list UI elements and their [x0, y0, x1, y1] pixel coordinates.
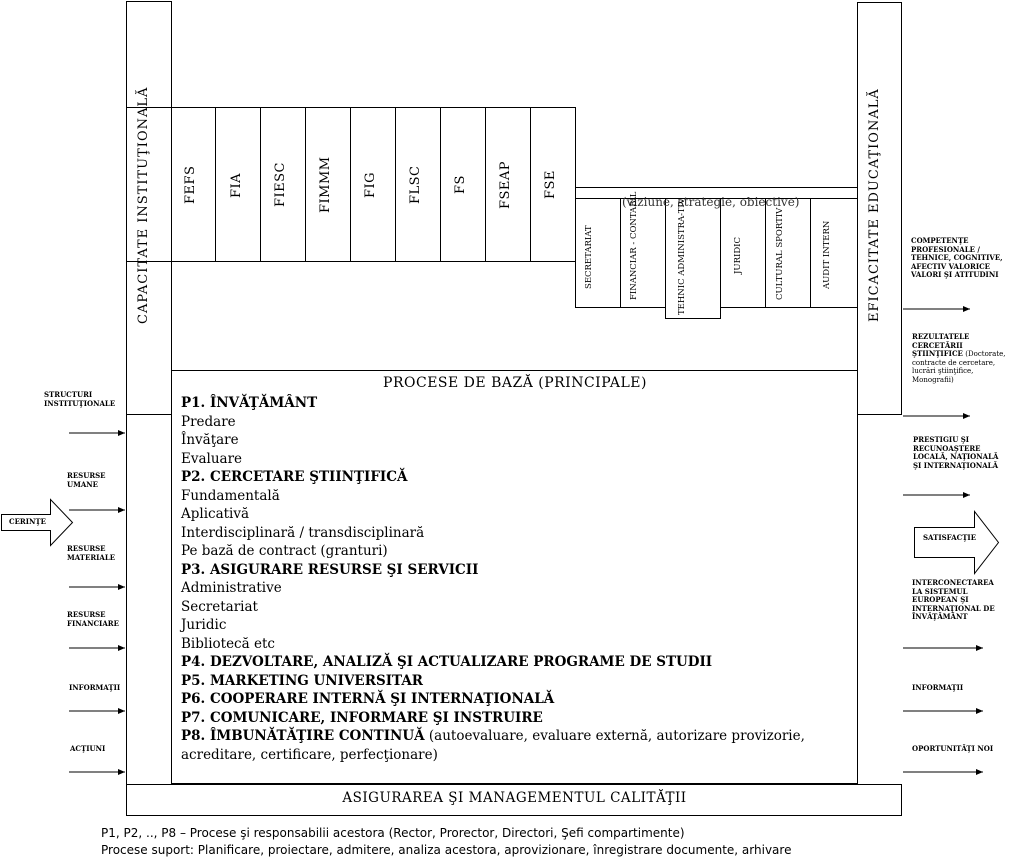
input-resurse-umane: RESURSE UMANE: [67, 471, 106, 489]
service-cultural-sportiv: CULTURAL SPORTIV: [775, 207, 785, 300]
process-p2: P2. CERCETARE ŞTIINŢIFICĂ: [181, 469, 408, 485]
output-prestigiu: PRESTIGIU ŞI RECUNOAŞTERE LOCALĂ, NAŢIONALĂ ŞI INTERNAŢIONALĂ: [913, 435, 999, 470]
right-column-label: EFICACITATE EDUCAŢIONALĂ: [867, 88, 882, 322]
output-competente: COMPETENŢE PROFESIONALE / TEHNICE, COGNITIVE, AFECTIV VALORICE VALORI ŞI ATITUDINI: [911, 236, 1003, 279]
faculty-fseap: FSEAP: [498, 160, 513, 210]
service-tehnic-administrativ: TEHNIC ADMINISTRA-TIV: [677, 198, 687, 315]
faculty-fia: FIA: [229, 172, 244, 198]
output-rezultate: [912, 333, 1007, 384]
process-p6: P6. COOPERARE INTERNĂ ŞI INTERNAŢIONALĂ: [181, 691, 555, 707]
input-structuri: STRUCTURI INSTITUŢIONALE: [44, 390, 116, 408]
process-p8: P8. ÎMBUNĂTĂŢIRE CONTINUĂ: [181, 728, 425, 744]
faculty-fiesc: FIESC: [273, 162, 288, 208]
process-p8-detail: (autoevaluare, evaluare externă, autorizare provizorie, acreditare, certificare, perfecţionare): [181, 728, 805, 763]
input-resurse-materiale: RESURSE MATERIALE: [67, 544, 116, 562]
output-rezultate-title: REZULTATELE CERCETĂRII ŞTIINŢIFICE: [912, 332, 970, 358]
footnote-processes: P1, P2, .., P8 – Procese şi responsabilii acestora (Rector, Prorector, Directori, Şefi compartimente): [101, 826, 685, 840]
p2-item: Fundamentală: [181, 487, 280, 504]
processes-list: [181, 394, 851, 764]
service-audit-intern: AUDIT INTERN: [822, 220, 832, 290]
output-rezultate-detail: (Doctorate, contracte de cercetare, lucrări ştiinţifice, Monografii): [912, 350, 1006, 384]
process-p7: P7. COMUNICARE, INFORMARE ŞI INSTRUIRE: [181, 709, 543, 726]
service-financiar-contabil: FINANCIAR - CONTABIL: [629, 191, 639, 300]
faculty-flsc: FLSC: [408, 165, 423, 205]
p2-item: Pe bază de contract (granturi): [181, 543, 388, 559]
left-column-label: CAPACITATE INSTITUŢIONALĂ: [136, 86, 151, 324]
bottom-band-label: ASIGURAREA ŞI MANAGEMENTUL CALITĂŢII: [342, 790, 687, 806]
footnote-support: Procese suport: Planificare, proiectare, admitere, analiza acestora, aprovizionare, înregistrare documente, arhivare: [101, 843, 792, 857]
input-informatii: INFORMAŢII: [69, 683, 121, 692]
service-secretariat: SECRETARIAT: [584, 225, 594, 290]
p3-item: Administrative: [181, 580, 282, 596]
output-satisfactie: SATISFACŢIE: [923, 533, 977, 542]
footnotes: [101, 825, 1001, 859]
p2-item: Aplicativă: [181, 506, 250, 522]
input-cerinte: CERINŢE: [9, 517, 46, 526]
processes-title: PROCESE DE BAZĂ (PRINCIPALE): [383, 375, 647, 391]
satisfactie-arrow-shape: [915, 512, 999, 574]
p2-item: Interdisciplinară / transdisciplinară: [181, 524, 425, 541]
output-informatii: INFORMAŢII: [912, 683, 964, 692]
p1-item: Învăţare: [181, 432, 239, 448]
process-p5: P5. MARKETING UNIVERSITAR: [181, 672, 424, 689]
faculty-fs: FS: [453, 175, 468, 195]
process-p8-row: [181, 727, 851, 764]
process-p1: P1. ÎNVĂŢĂMÂNT: [181, 395, 318, 411]
p3-item: Secretariat: [181, 598, 258, 615]
p3-item: Bibliotecă etc: [181, 635, 275, 652]
service-juridic: JURIDIC: [733, 236, 743, 274]
process-p4: P4. DEZVOLTARE, ANALIZĂ ŞI ACTUALIZARE PROGRAME DE STUDII: [181, 654, 713, 670]
faculty-fse: FSE: [543, 170, 558, 200]
p1-item: Evaluare: [181, 450, 243, 467]
p1-item: Predare: [181, 413, 236, 430]
faculty-fig: FIG: [363, 171, 378, 199]
faculty-fefs: FEFS: [183, 165, 198, 205]
services-header: (viziune, strategie, obiective): [622, 195, 800, 209]
faculty-fimmm: FIMMM: [318, 156, 333, 214]
process-p3: P3. ASIGURARE RESURSE ŞI SERVICII: [181, 561, 479, 578]
input-resurse-financiare: RESURSE FINANCIARE: [67, 610, 119, 628]
output-interconectarea: INTERCONECTAREA LA SISTEMUL EUROPEAN ŞI INTERNAŢIONAL DE ÎNVĂŢĂMÂNT: [912, 578, 995, 621]
output-oportunitati: OPORTUNITĂŢI NOI: [912, 744, 994, 753]
p3-item: Juridic: [181, 617, 227, 633]
input-actiuni: ACŢIUNI: [70, 744, 106, 753]
